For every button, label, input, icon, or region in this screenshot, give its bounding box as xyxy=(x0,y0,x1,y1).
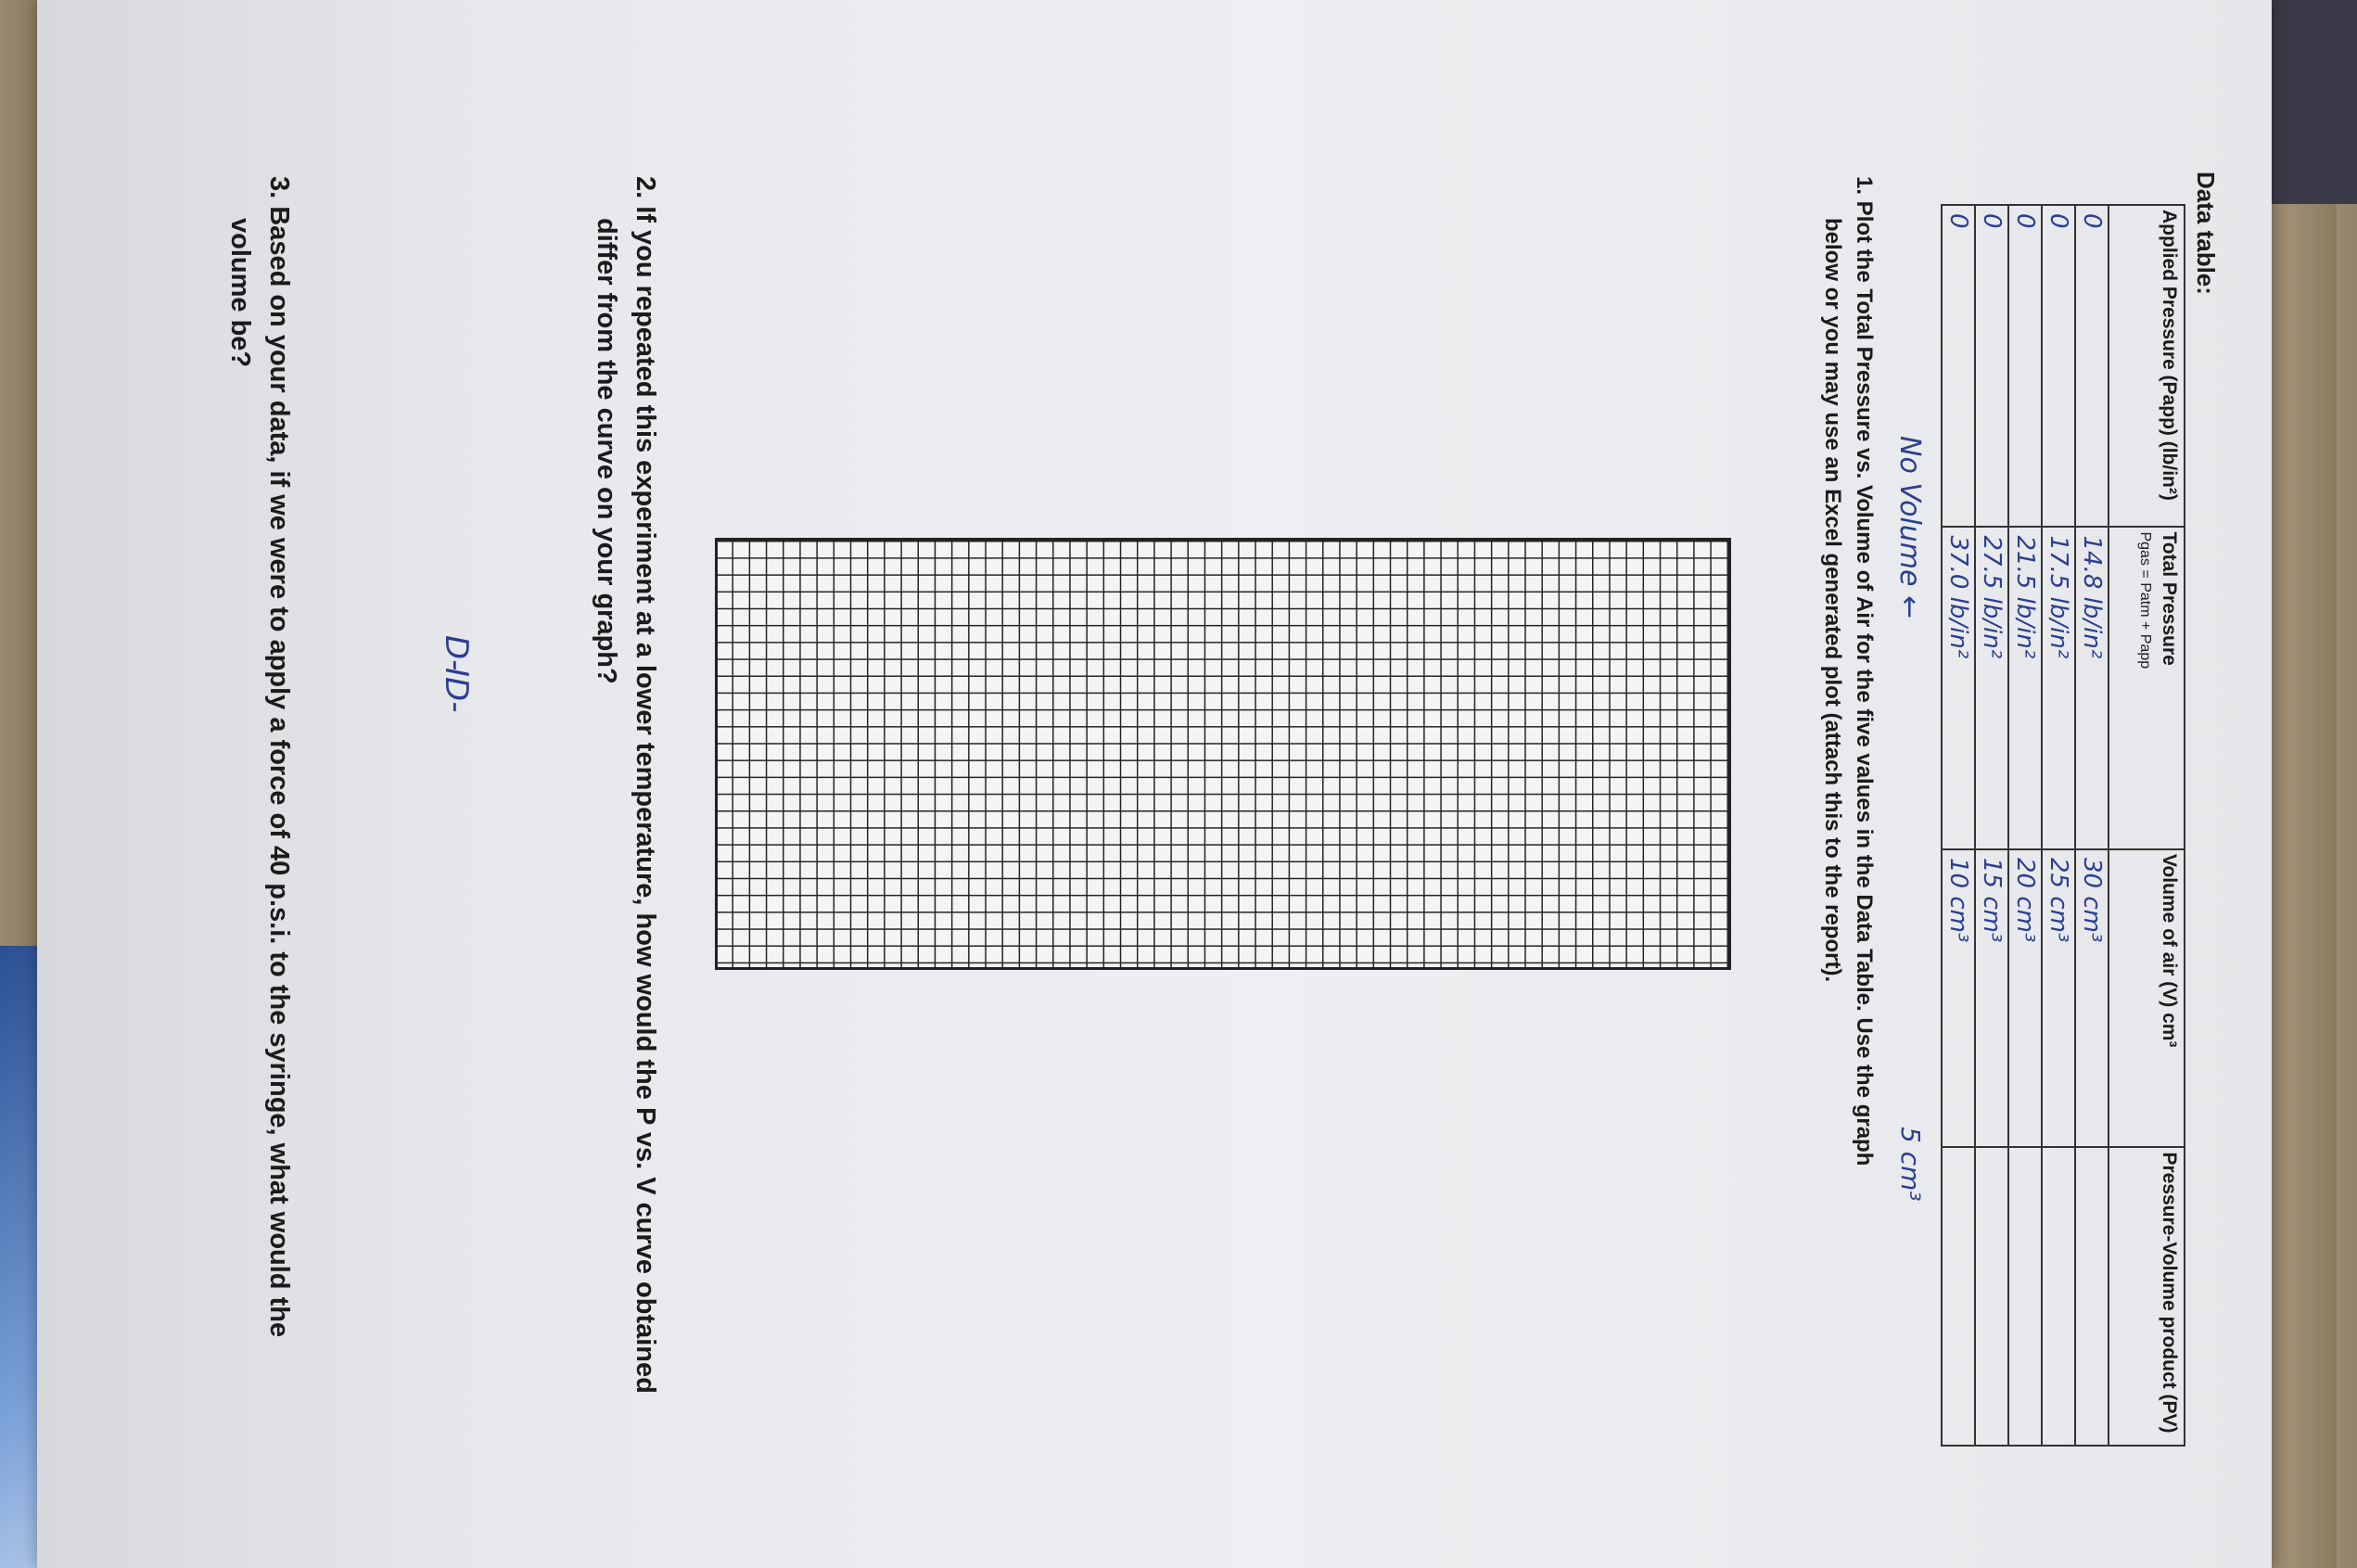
table-row xyxy=(2042,205,2075,1446)
table-row xyxy=(2075,205,2109,1446)
cell-applied: 0 xyxy=(2008,205,2042,527)
table-row xyxy=(1975,205,2008,1446)
data-table xyxy=(1941,204,2185,1447)
cell-pv xyxy=(1942,1147,1975,1446)
cell-volume: 20 cm³ xyxy=(2008,849,2042,1148)
cell-total: 21.5 lb/in² xyxy=(2008,527,2042,848)
grade-mark-d: D- xyxy=(438,635,475,671)
cell-applied: 0 xyxy=(2075,205,2109,527)
data-table-label: Data table: xyxy=(2192,172,2220,295)
cell-volume: 25 cm³ xyxy=(2042,849,2075,1148)
header-volume: Volume of air (V) cm³ xyxy=(2109,849,2185,1148)
grade-mark-id: ID- xyxy=(438,668,475,713)
cell-total: 17.5 lb/in² xyxy=(2042,527,2075,848)
cell-volume: 10 cm³ xyxy=(1942,849,1975,1148)
cell-total: 14.8 lb/in² xyxy=(2075,527,2109,848)
question-3-line-2: volume be? xyxy=(225,218,255,368)
cell-pv xyxy=(2008,1147,2042,1446)
header-total-pressure: Total Pressure Pgas = Patm + Papp xyxy=(2109,527,2185,848)
cell-applied: 0 xyxy=(1942,205,1975,527)
cell-volume: 15 cm³ xyxy=(1975,849,2008,1148)
table-row xyxy=(2008,205,2042,1446)
cell-pv xyxy=(1975,1147,2008,1446)
cell-applied: 0 xyxy=(1975,205,2008,527)
question-2-line-2: differ from the curve on your graph? xyxy=(592,218,621,684)
cell-applied: 0 xyxy=(2042,205,2075,527)
table-row xyxy=(1942,205,1975,1446)
graph-grid[interactable] xyxy=(715,538,1731,970)
header-applied-pressure: Applied Pressure (Papp) (lb/in²) xyxy=(2109,205,2185,527)
cell-total: 37.0 lb/in² xyxy=(1942,527,1975,848)
no-volume-value: 5 cm³ xyxy=(1895,1127,1926,1202)
question-2-line-1: 2. If you repeated this experiment at a lower temperature, how would the P vs. V curve obtained xyxy=(631,176,660,1394)
question-1-line-2: below or you may use an Excel generated plot (attach this to the report). xyxy=(1820,218,1845,983)
cell-pv xyxy=(2075,1147,2109,1446)
no-volume-note: No Volume ← xyxy=(1893,436,1926,619)
header-pv-product: Pressure-Volume product (PV) xyxy=(2109,1147,2185,1446)
cell-pv xyxy=(2042,1147,2075,1446)
question-1-line-1: 1. Plot the Total Pressure vs. Volume of Air for the five values in the Data Table. Use the graph xyxy=(1852,176,1877,1166)
question-3-line-1: 3. Based on your data, if we were to apply a force of 40 p.s.i. to the syringe, what would the xyxy=(264,176,294,1338)
table-header-row xyxy=(2109,205,2185,1446)
cell-total: 27.5 lb/in² xyxy=(1975,527,2008,848)
cell-volume: 30 cm³ xyxy=(2075,849,2109,1148)
